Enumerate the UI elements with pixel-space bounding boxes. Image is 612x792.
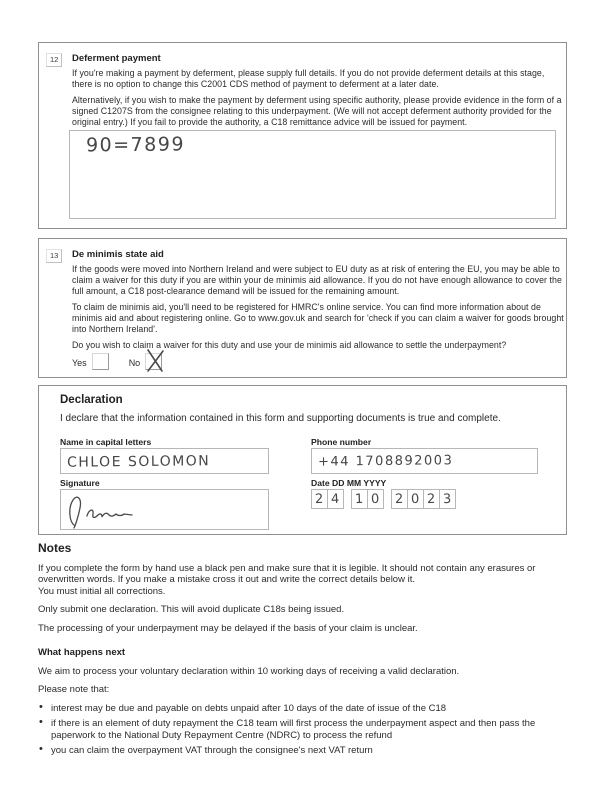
no-label: No: [128, 358, 141, 368]
declaration-title: Declaration: [60, 394, 123, 406]
date-digit-box[interactable]: [439, 489, 456, 509]
date-digit: 2: [395, 491, 404, 507]
date-field[interactable]: [311, 489, 463, 509]
section-title: De minimis state aid: [72, 249, 164, 260]
date-digit: 0: [411, 491, 420, 507]
name-handwritten-value: CHLOE SOLOMON: [66, 453, 211, 471]
name-label: Name in capital letters: [60, 437, 152, 447]
deferment-details-field[interactable]: [69, 130, 556, 219]
date-label: Date DD MM YYYY: [311, 478, 387, 488]
phone-label: Phone number: [311, 437, 372, 447]
section-number: 12: [46, 53, 62, 67]
date-month-group: [351, 489, 384, 509]
name-field[interactable]: [60, 448, 269, 474]
date-digit: 4: [331, 491, 340, 507]
what-happens-next-title: What happens next: [38, 647, 126, 658]
what-happens-next-intro: We aim to process your voluntary declaration within 10 working days of receiving a valid declaration.: [38, 665, 460, 677]
x-mark-icon: [143, 346, 169, 374]
section-number: 13: [46, 249, 62, 263]
notes-paragraph-1: [38, 563, 576, 598]
signature-field[interactable]: [60, 489, 269, 530]
signature-scribble: [65, 492, 155, 530]
notes-paragraph-2: Only submit one declaration. This will avoid duplicate C18s being issued.: [38, 604, 345, 615]
please-note-label: Please note that:: [38, 684, 110, 695]
notes-paragraph-3: The processing of your underpayment may be delayed if the basis of your claim is unclear.: [38, 622, 418, 634]
phone-handwritten-value: +44 1708892003: [317, 453, 454, 470]
no-checkbox[interactable]: [145, 353, 162, 370]
yes-label: Yes: [72, 358, 87, 368]
section-title: Deferment payment: [72, 53, 161, 64]
section-de-minimis-state-aid: [38, 238, 567, 378]
bullet-item: • if there is an element of duty repayment the C18 team will first process the underpayment aspect and then pass the paperwork to the National Duty Repayment Centre (NDRC) to process the refund: [38, 718, 576, 741]
section-deferment-payment: [38, 42, 567, 229]
date-day-group: [311, 489, 344, 509]
date-digit-box[interactable]: [423, 489, 440, 509]
date-digit-box[interactable]: [311, 489, 328, 509]
date-digit-box[interactable]: [367, 489, 384, 509]
deferment-paragraph-2: Alternatively, if you wish to make the payment by deferment using specific authority, please provide evidence in the form of a signed C1207S from the consignee relating to this underpayment. (We will not accept deferment authority provided for the original entry.) If you fail to provide the authority, a C18 remittance advice will be issued for payment.: [72, 95, 562, 127]
bullet-item: • you can claim the overpayment VAT through the consignee's next VAT return: [38, 745, 576, 757]
bullet-item: • interest may be due and payable on debts unpaid after 10 days of the date of issue of the C18: [38, 703, 576, 715]
date-digit-box[interactable]: [327, 489, 344, 509]
notes-paragraph-1b: You must initial all corrections.: [38, 585, 166, 597]
date-digit: 2: [315, 491, 324, 507]
phone-field[interactable]: [311, 448, 538, 474]
notes-section: [38, 543, 576, 761]
date-digit: 2: [427, 491, 436, 507]
notes-title: Notes: [38, 541, 72, 555]
date-digit-box[interactable]: [351, 489, 368, 509]
section-body: [72, 68, 566, 133]
waiver-answer-row: [72, 353, 162, 370]
date-year-group: [391, 489, 456, 509]
deferment-handwritten-value: 90=7899: [85, 133, 186, 157]
notes-paragraph-1a: If you complete the form by hand use a black pen and make sure that it is legible. It should not contain any erasures or overwritten words. If you make a mistake cross it out and write the correct details below it.: [38, 562, 536, 585]
date-digit-box[interactable]: [391, 489, 408, 509]
declaration-section: [38, 385, 567, 535]
deferment-paragraph-1: If you're making a payment by deferment, please supply full details. If you do not provide deferment details at this stage, there is no option to change this C2001 CDS method of payment to deferment at a later date.: [72, 68, 545, 89]
signature-label: Signature: [60, 478, 100, 488]
de-minimis-paragraph-1: If the goods were moved into Northern Ireland and were subject to EU duty as at risk of entering the EU, you may be able to claim a waiver for this duty if you are within your de minimis aid allowance. If you do not have enough allowance to cover the full amount, a C18 post-clearance demand will be issued for the remaining amount.: [72, 264, 562, 296]
what-happens-next-bullets: [38, 703, 576, 757]
date-digit: 1: [355, 491, 364, 507]
date-digit: 3: [443, 491, 452, 507]
date-digit: 0: [371, 491, 380, 507]
yes-checkbox[interactable]: [92, 353, 109, 370]
de-minimis-paragraph-2: To claim de minimis aid, you'll need to be registered for HMRC's online service. You can find more information about de minimis aid and about registering online. Go to www.gov.uk and search for 'check if you can claim a waiver for goods brought into Northern Ireland'.: [72, 302, 564, 334]
date-digit-box[interactable]: [407, 489, 424, 509]
waiver-question: Do you wish to claim a waiver for this duty and use your de minimis aid allowance to settle the underpayment?: [72, 340, 507, 350]
section-body: [72, 264, 566, 356]
declaration-statement: I declare that the information contained in this form and supporting documents is true and complete.: [60, 413, 501, 424]
